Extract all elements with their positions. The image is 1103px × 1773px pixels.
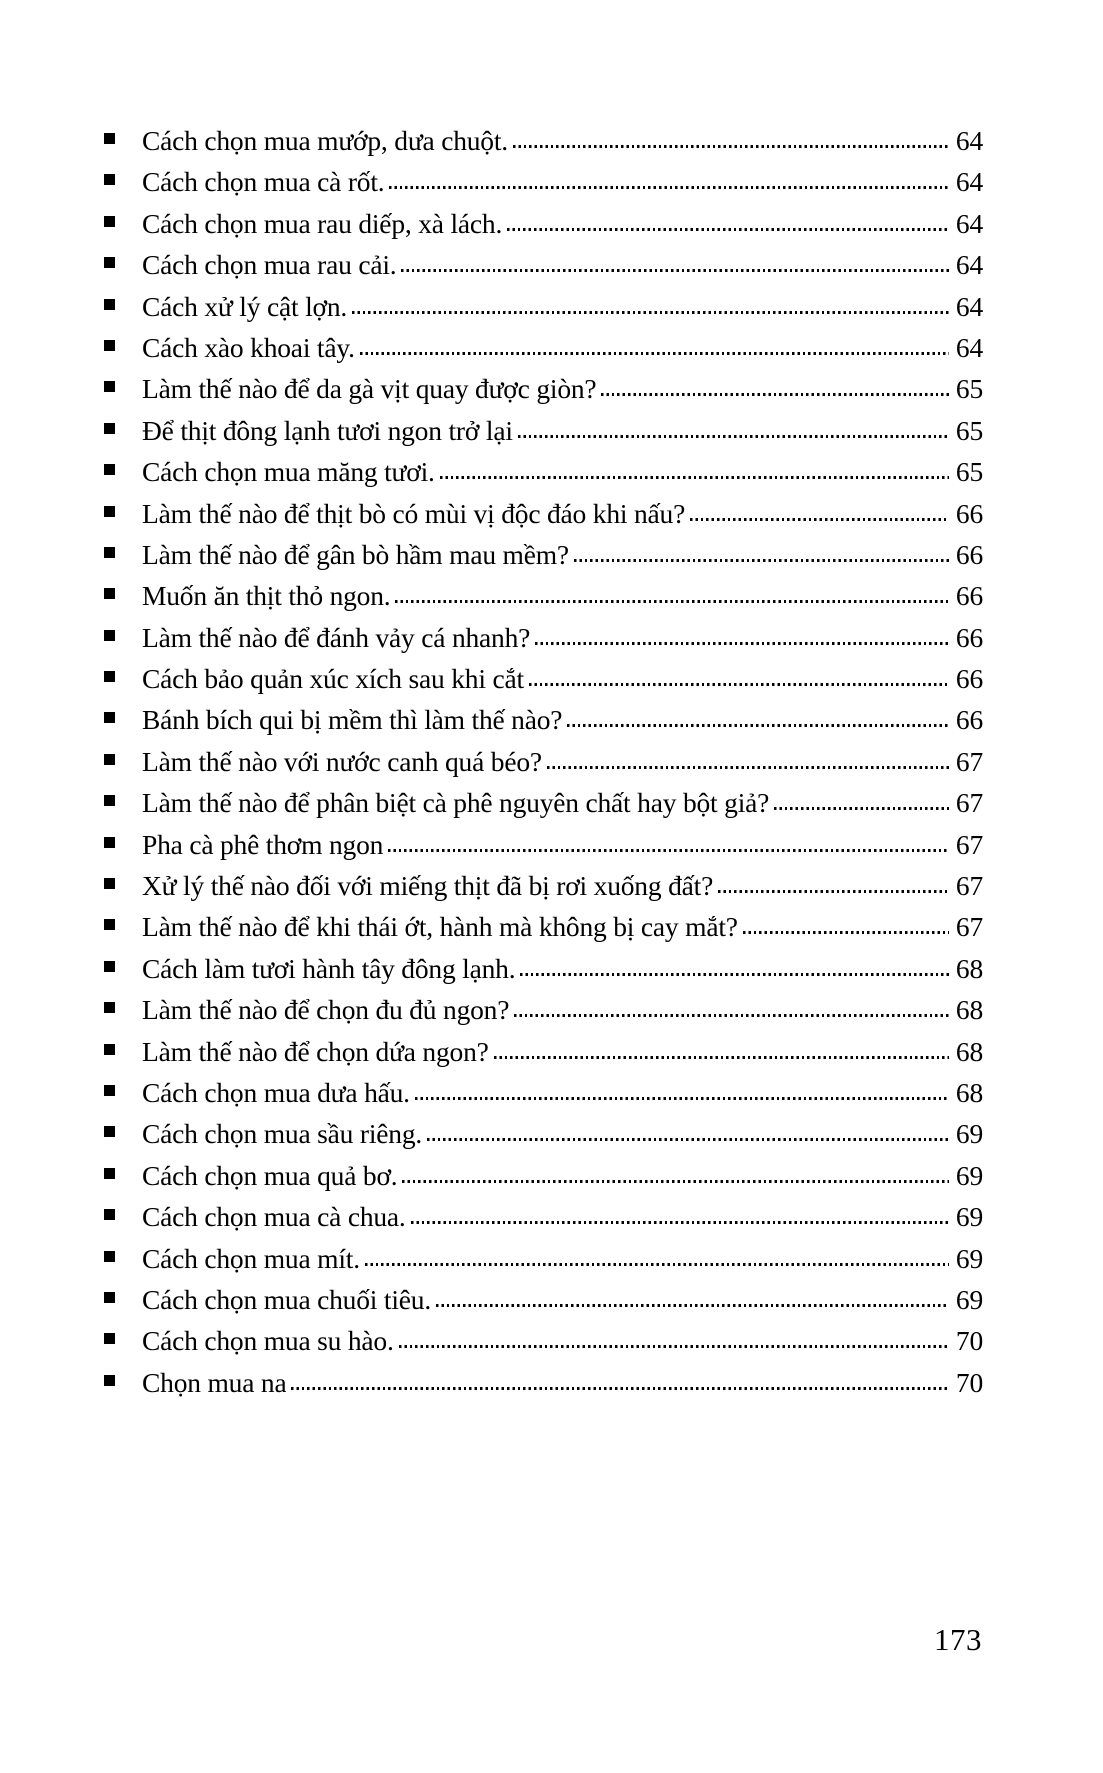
bullet-square-icon xyxy=(104,588,115,599)
toc-entry-page: 67 xyxy=(955,787,983,819)
toc-entry-title: Làm thế nào để gân bò hầm mau mềm? xyxy=(142,538,569,570)
toc-entry xyxy=(104,824,983,865)
toc-entry-page: 70 xyxy=(955,1366,983,1398)
toc-entry-page: 64 xyxy=(955,331,983,363)
bullet-square-icon xyxy=(104,174,115,185)
bullet-square-icon xyxy=(104,1168,115,1179)
toc-entry xyxy=(104,1362,983,1403)
toc-entry-title: Cách chọn mua chuối tiêu. xyxy=(142,1283,432,1315)
toc-entry-title: Bánh bích qui bị mềm thì làm thế nào? xyxy=(142,704,563,736)
dot-leader-icon xyxy=(507,228,949,231)
toc-entry-page: 68 xyxy=(955,994,983,1026)
toc-entry xyxy=(104,1072,983,1113)
toc-entry xyxy=(104,368,983,409)
dot-leader-icon xyxy=(774,807,949,810)
toc-entry-title: Cách chọn mua cà chua. xyxy=(142,1201,406,1233)
toc-entry-page: 69 xyxy=(955,1201,983,1233)
dot-leader-icon xyxy=(411,1221,949,1224)
toc-entry xyxy=(104,203,983,244)
dot-leader-icon xyxy=(529,683,949,686)
toc-entry xyxy=(104,1238,983,1279)
toc-entry xyxy=(104,1155,983,1196)
bullet-square-icon xyxy=(104,671,115,682)
toc-entry-title: Để thịt đông lạnh tươi ngon trở lại xyxy=(142,414,513,446)
bullet-square-icon xyxy=(104,216,115,227)
toc-entry-page: 64 xyxy=(955,166,983,198)
dot-leader-icon xyxy=(567,724,949,727)
toc-entry-page: 68 xyxy=(955,1076,983,1108)
bullet-square-icon xyxy=(104,1085,115,1096)
bullet-square-icon xyxy=(104,1292,115,1303)
toc-entry-page: 67 xyxy=(955,828,983,860)
toc-entry-title: Cách bảo quản xúc xích sau khi cắt xyxy=(142,663,524,695)
dot-leader-icon xyxy=(401,269,948,272)
toc-entry-title: Pha cà phê thơm ngon xyxy=(142,828,384,860)
toc-entry xyxy=(104,410,983,451)
toc-entry xyxy=(104,948,983,989)
bullet-square-icon xyxy=(104,464,115,475)
toc-entry-title: Cách chọn mua măng tươi. xyxy=(142,456,435,488)
dot-leader-icon xyxy=(743,931,949,934)
dot-leader-icon xyxy=(415,1097,949,1100)
dot-leader-icon xyxy=(402,1180,948,1183)
toc-entry-page: 69 xyxy=(955,1283,983,1315)
bullet-square-icon xyxy=(104,340,115,351)
toc-entry xyxy=(104,244,983,285)
toc-entry-title: Chọn mua na xyxy=(142,1366,287,1398)
dot-leader-icon xyxy=(360,352,949,355)
toc-entry-title: Cách làm tươi hành tây đông lạnh. xyxy=(142,952,516,984)
dot-leader-icon xyxy=(574,559,949,562)
toc-entry-page: 65 xyxy=(955,414,983,446)
bullet-square-icon xyxy=(104,299,115,310)
dot-leader-icon xyxy=(514,1014,949,1017)
toc-entry-title: Làm thế nào với nước canh quá béo? xyxy=(142,745,542,777)
toc-entry xyxy=(104,1196,983,1237)
toc-entry-title: Làm thế nào để chọn đu đủ ngon? xyxy=(142,994,510,1026)
toc-entry xyxy=(104,906,983,947)
bullet-square-icon xyxy=(104,878,115,889)
dot-leader-icon xyxy=(440,476,949,479)
toc-entry-title: Cách chọn mua cà rốt. xyxy=(142,166,385,198)
toc-entry xyxy=(104,989,983,1030)
toc-entry-page: 69 xyxy=(955,1118,983,1150)
toc-entry-title: Cách chọn mua mít. xyxy=(142,1242,360,1274)
toc-entry-title: Muốn ăn thịt thỏ ngon. xyxy=(142,580,391,612)
toc-entry xyxy=(104,327,983,368)
dot-leader-icon xyxy=(399,1345,949,1348)
toc-entry-page: 65 xyxy=(955,456,983,488)
bullet-square-icon xyxy=(104,381,115,392)
toc-entry-title: Cách chọn mua dưa hấu. xyxy=(142,1076,410,1108)
dot-leader-icon xyxy=(547,766,949,769)
toc-entry-page: 64 xyxy=(955,290,983,322)
toc-entry-page: 69 xyxy=(955,1159,983,1191)
toc-entry-title: Cách xào khoai tây. xyxy=(142,331,355,363)
toc-entry-page: 69 xyxy=(955,1242,983,1274)
toc-entry-page: 64 xyxy=(955,249,983,281)
toc-entry-page: 66 xyxy=(955,621,983,653)
bullet-square-icon xyxy=(104,423,115,434)
dot-leader-icon xyxy=(690,518,949,521)
toc-entry xyxy=(104,1279,983,1320)
bullet-square-icon xyxy=(104,1375,115,1386)
toc-entry-title: Làm thế nào để khi thái ớt, hành mà không bị cay mắt? xyxy=(142,911,738,943)
bullet-square-icon xyxy=(104,837,115,848)
toc-entry xyxy=(104,575,983,616)
toc-entry-page: 64 xyxy=(955,207,983,239)
toc-list xyxy=(104,120,983,1403)
bullet-square-icon xyxy=(104,133,115,144)
dot-leader-icon xyxy=(365,1263,949,1266)
dot-leader-icon xyxy=(535,642,949,645)
toc-entry-page: 66 xyxy=(955,497,983,529)
toc-entry xyxy=(104,865,983,906)
toc-entry xyxy=(104,120,983,161)
dot-leader-icon xyxy=(291,1387,948,1390)
bullet-square-icon xyxy=(104,712,115,723)
toc-entry xyxy=(104,451,983,492)
dot-leader-icon xyxy=(718,890,949,893)
bullet-square-icon xyxy=(104,1002,115,1013)
toc-entry-title: Cách chọn mua quả bơ. xyxy=(142,1159,398,1191)
bullet-square-icon xyxy=(104,1333,115,1344)
toc-entry-page: 67 xyxy=(955,911,983,943)
toc-entry xyxy=(104,1031,983,1072)
toc-entry-page: 68 xyxy=(955,952,983,984)
dot-leader-icon xyxy=(494,1056,949,1059)
dot-leader-icon xyxy=(427,1138,949,1141)
toc-entry xyxy=(104,286,983,327)
dot-leader-icon xyxy=(436,1304,949,1307)
toc-entry xyxy=(104,782,983,823)
toc-entry-title: Cách xử lý cật lợn. xyxy=(142,290,348,322)
dot-leader-icon xyxy=(352,311,949,314)
toc-entry-title: Cách chọn mua su hào. xyxy=(142,1325,394,1357)
bullet-square-icon xyxy=(104,1126,115,1137)
toc-entry-title: Cách chọn mua mướp, dưa chuột. xyxy=(142,125,508,156)
toc-entry-page: 66 xyxy=(955,663,983,695)
toc-entry-title: Làm thế nào để phân biệt cà phê nguyên chất hay bột giả? xyxy=(142,787,770,819)
bullet-square-icon xyxy=(104,919,115,930)
toc-entry xyxy=(104,493,983,534)
bullet-square-icon xyxy=(104,257,115,268)
toc-entry-title: Làm thế nào để da gà vịt quay được giòn? xyxy=(142,373,597,405)
bullet-square-icon xyxy=(104,1251,115,1262)
bullet-square-icon xyxy=(104,630,115,641)
page-number: 173 xyxy=(934,1622,982,1657)
bullet-square-icon xyxy=(104,547,115,558)
toc-entry xyxy=(104,1320,983,1361)
toc-entry-page: 70 xyxy=(955,1325,983,1357)
bullet-square-icon xyxy=(104,795,115,806)
dot-leader-icon xyxy=(389,186,948,189)
toc-entry-title: Làm thế nào để đánh vảy cá nhanh? xyxy=(142,621,531,653)
bullet-square-icon xyxy=(104,1209,115,1220)
toc-entry-page: 65 xyxy=(955,373,983,405)
dot-leader-icon xyxy=(601,393,948,396)
toc-entry xyxy=(104,161,983,202)
dot-leader-icon xyxy=(395,600,948,603)
dot-leader-icon xyxy=(388,849,949,852)
bullet-square-icon xyxy=(104,754,115,765)
toc-entry-page: 68 xyxy=(955,1035,983,1067)
toc-entry-title: Cách chọn mua rau cải. xyxy=(142,249,397,281)
toc-entry-title: Xử lý thế nào đối với miếng thịt đã bị rơi xuống đất? xyxy=(142,870,714,902)
toc-entry-title: Cách chọn mua rau diếp, xà lách. xyxy=(142,207,503,239)
toc-entry-title: Làm thế nào để chọn dứa ngon? xyxy=(142,1035,489,1067)
bullet-square-icon xyxy=(104,1044,115,1055)
toc-entry xyxy=(104,534,983,575)
toc-entry-page: 66 xyxy=(955,580,983,612)
toc-entry-title: Làm thế nào để thịt bò có mùi vị độc đáo khi nấu? xyxy=(142,497,686,529)
toc-entry xyxy=(104,699,983,740)
bullet-square-icon xyxy=(104,506,115,517)
toc-entry-page: 67 xyxy=(955,870,983,902)
toc-entry-page: 64 xyxy=(955,125,983,156)
dot-leader-icon xyxy=(520,973,948,976)
toc-entry-title: Cách chọn mua sầu riêng. xyxy=(142,1118,423,1150)
toc-entry-page: 66 xyxy=(955,538,983,570)
toc-entry xyxy=(104,658,983,699)
bullet-square-icon xyxy=(104,961,115,972)
toc-entry-page: 66 xyxy=(955,704,983,736)
toc-entry xyxy=(104,1113,983,1154)
dot-leader-icon xyxy=(518,435,949,438)
toc-entry xyxy=(104,741,983,782)
toc-entry xyxy=(104,617,983,658)
dot-leader-icon xyxy=(513,145,949,148)
toc-entry-page: 67 xyxy=(955,745,983,777)
